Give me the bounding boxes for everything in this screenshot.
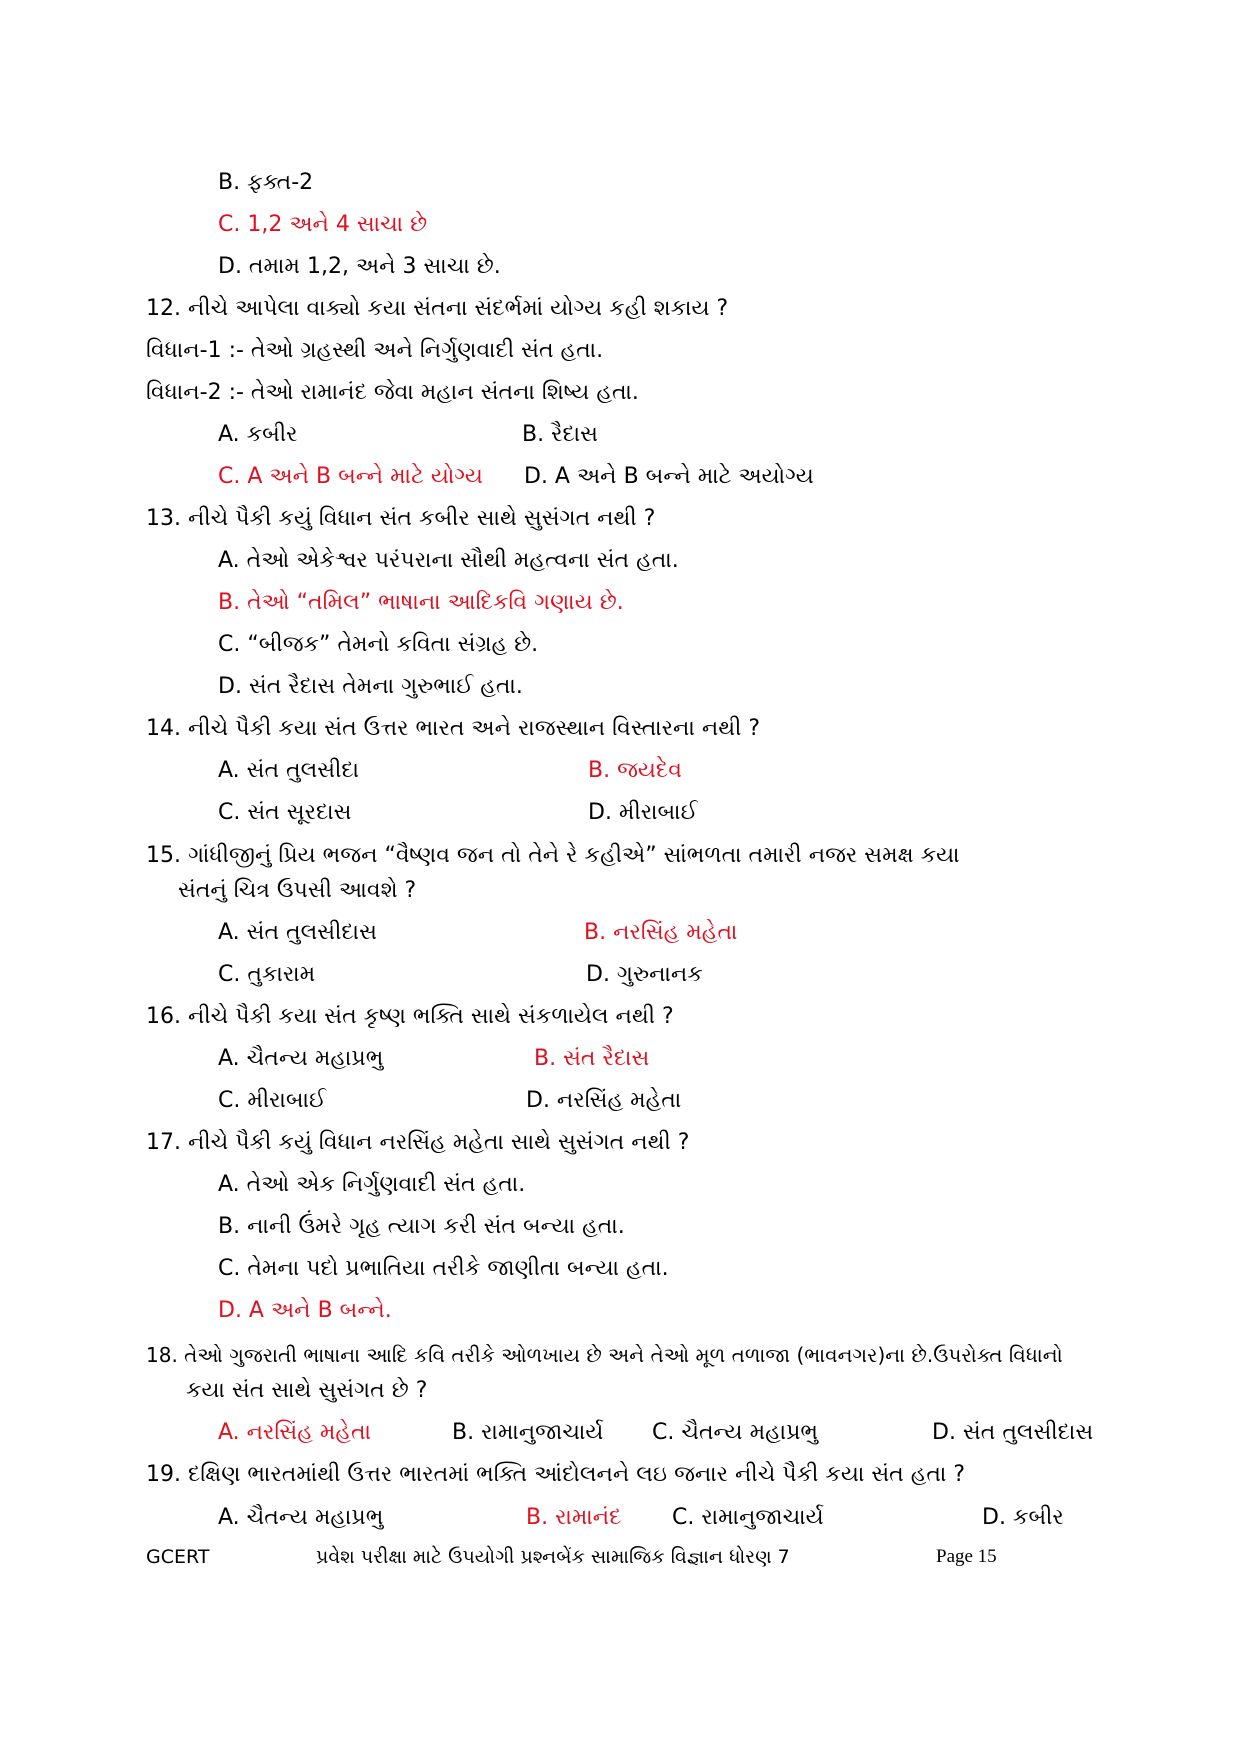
q11-option-b: B. ફક્ત-2: [218, 170, 314, 195]
q11-option-c-answer: C. 1,2 અને 4 સાચા છે: [218, 212, 428, 237]
q13-option-d: D. સંત રૈદાસ તેમના ગુરુભાઈ હતા.: [218, 674, 523, 699]
q12-question: 12. નીચે આપેલા વાક્યો કયા સંતના સંદર્ભમાં યોગ્ય કહી શકાય ?: [146, 296, 729, 321]
q11-option-d: D. તમામ 1,2, અને 3 સાચા છે.: [218, 254, 501, 279]
q16-option-b-answer: B. સંત રૈદાસ: [534, 1046, 650, 1071]
q15-option-b-answer: B. નરસિંહ મહેતા: [584, 920, 738, 945]
q18-question-line-2: કયા સંત સાથે સુસંગત છે ?: [186, 1378, 428, 1403]
q12-statement-1: વિધાન-1 :- તેઓ ગ્રહસ્થી અને નિર્ગુણવાદી સંત હતા.: [146, 338, 604, 363]
q16-option-a: A. ચૈતન્ય મહાપ્રભુ: [218, 1046, 384, 1071]
q17-option-d-answer: D. A અને B બન્ને.: [218, 1298, 392, 1323]
q18-option-d: D. સંત તુલસીદાસ: [932, 1420, 1094, 1445]
q15-question-line-1: 15. ગાંધીજીનું પ્રિય ભજન “વૈષ્ણવ જન તો તેને રે કહીએ” સાંભળતા તમારી નજર સમક્ષ કયા: [146, 843, 960, 868]
q15-option-a: A. સંત તુલસીદાસ: [218, 920, 377, 945]
q14-option-b-answer: B. જયદેવ: [588, 758, 682, 783]
q16-option-d: D. નરસિંહ મહેતા: [526, 1088, 682, 1113]
q19-question: 19. દક્ષિણ ભારતમાંથી ઉત્તર ભારતમાં ભક્તિ આંદોલનને લઇ જનાર નીચે પૈકી કયા સંત હતા ?: [146, 1462, 966, 1487]
q19-option-a: A. ચૈતન્ય મહાપ્રભુ: [218, 1505, 384, 1530]
q19-option-d: D. કબીર: [982, 1505, 1064, 1530]
q19-option-c: C. રામાનુજાચાર્ય: [672, 1505, 824, 1530]
q16-option-c: C. મીરાબાઈ: [218, 1088, 326, 1113]
q13-option-a: A. તેઓ એકેશ્વર પરંપરાના સૌથી મહત્વના સંત હતા.: [218, 548, 679, 573]
q13-question: 13. નીચે પૈકી કયું વિધાન સંત કબીર સાથે સુસંગત નથી ?: [146, 506, 656, 531]
q12-option-c-answer: C. A અને B બન્ને માટે યોગ્ય: [218, 464, 483, 489]
q12-option-a: A. કબીર: [218, 422, 298, 447]
q17-option-b: B. નાની ઉંમરે ગૃહ ત્યાગ કરી સંત બન્યા હતા.: [218, 1214, 625, 1239]
q14-option-c: C. સંત સૂરદાસ: [218, 800, 352, 825]
q18-option-a-answer: A. નરસિંહ મહેતા: [218, 1420, 371, 1445]
q12-option-d: D. A અને B બન્ને માટે અયોગ્ય: [524, 464, 814, 489]
q18-question-line-1: 18. તેઓ ગુજરાતી ભાષાના આદિ કવિ તરીકે ઓળખાય છે અને તેઓ મૂળ તળાજા (ભાવનગર)ના છે.ઉપરોક્ત વિધાનો: [146, 1343, 1063, 1367]
q14-question: 14. નીચે પૈકી કયા સંત ઉત્તર ભારત અને રાજસ્થાન વિસ્તારના નથી ?: [146, 716, 761, 741]
q18-option-b: B. રામાનુજાચાર્ય: [452, 1420, 604, 1445]
q18-option-c: C. ચૈતન્ય મહાપ્રભુ: [652, 1420, 819, 1445]
q15-question-line-2: સંતનું ચિત્ર ઉપસી આવશે ?: [178, 878, 417, 903]
q12-statement-2: વિધાન-2 :- તેઓ રામાનંદ જેવા મહાન સંતના શિષ્ય હતા.: [146, 380, 639, 405]
q17-option-c: C. તેમના પદો પ્રભાતિયા તરીકે જાણીતા બન્યા હતા.: [218, 1256, 669, 1281]
q12-option-b: B. રૈદાસ: [522, 422, 598, 447]
q17-option-a: A. તેઓ એક નિર્ગુણવાદી સંત હતા.: [218, 1172, 526, 1197]
q15-option-d: D. ગુરુનાનક: [586, 962, 703, 987]
q17-question: 17. નીચે પૈકી કયું વિધાન નરસિંહ મહેતા સાથે સુસંગત નથી ?: [146, 1130, 690, 1155]
footer-center: પ્રવેશ પરીક્ષા માટે ઉપયોગી પ્રશ્નબેંક સામાજિક વિજ્ઞાન ધોરણ 7: [316, 1546, 790, 1568]
q16-question: 16. નીચે પૈકી કયા સંત કૃષ્ણ ભક્તિ સાથે સંકળાયેલ નથી ?: [146, 1004, 674, 1029]
q19-option-b-answer: B. રામાનંદ: [526, 1505, 622, 1530]
q14-option-d: D. મીરાબાઈ: [588, 800, 698, 825]
q13-option-c: C. “બીજક” તેમનો કવિતા સંગ્રહ છે.: [218, 632, 539, 657]
footer-left: GCERT: [146, 1546, 210, 1568]
q14-option-a: A. સંત તુલસીદા: [218, 758, 360, 783]
footer-page-number: Page 15: [936, 1546, 997, 1567]
q15-option-c: C. તુકારામ: [218, 962, 316, 987]
q13-option-b-answer: B. તેઓ “તમિલ” ભાષાના આદિકવિ ગણાય છે.: [218, 590, 624, 615]
